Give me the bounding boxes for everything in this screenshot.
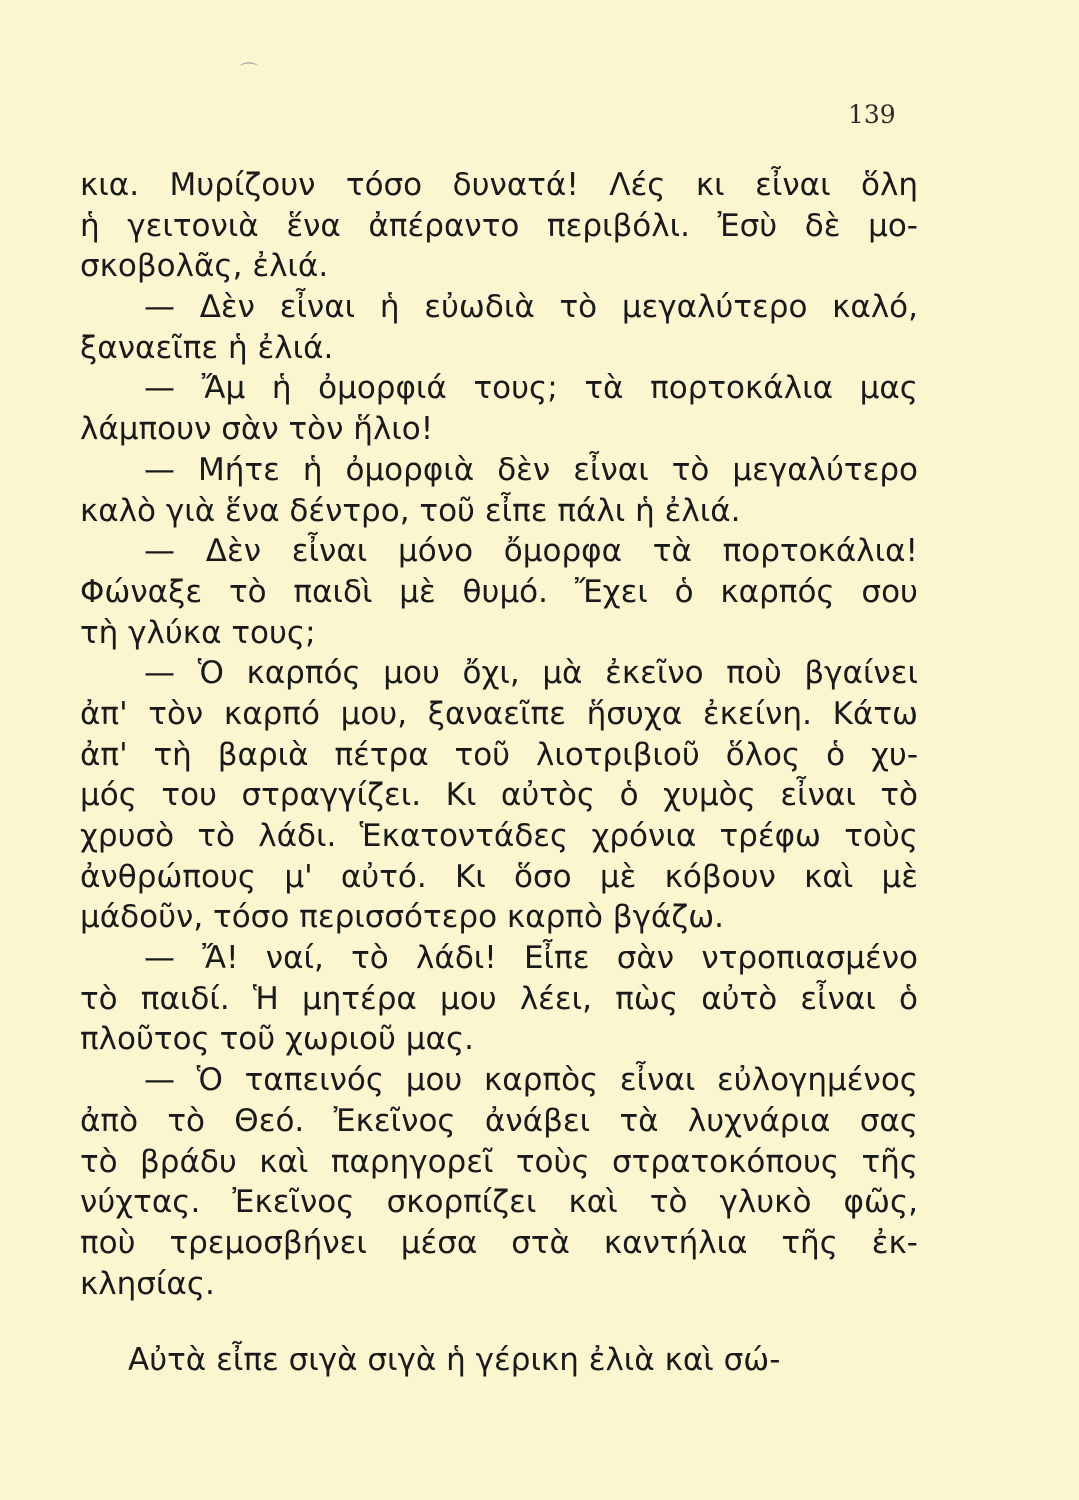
- final-paragraph: [80, 1340, 918, 1381]
- text-line: τὴ γλύκα τους;: [80, 614, 316, 651]
- body-text: [80, 165, 918, 1304]
- text-line: χρυσὸ τὸ λάδι. Ἑκατοντάδες χρόνια τρέφω τοὺς: [80, 818, 918, 854]
- text-line: ἀπ' τὴ βαριὰ πέτρα τοῦ λιοτριβιοῦ ὅλος ὁ χυ-: [80, 736, 918, 773]
- text-line: κλησίας.: [80, 1265, 215, 1302]
- text-line: — Ὁ ταπεινός μου καρπὸς εἶναι εὐλογημένος: [144, 1062, 918, 1099]
- text-line: τὸ βράδυ καὶ παρηγορεῖ τοὺς στρατοκόπους τῆς: [80, 1143, 918, 1180]
- text-line: σκοβολᾶς, ἐλιά.: [80, 248, 329, 285]
- text-line: πλοῦτος τοῦ χωριοῦ μας.: [80, 1021, 475, 1058]
- text-line: — Ἄμ ἡ ὀμορφιά τους; τὰ πορτοκάλια μας: [144, 370, 918, 407]
- text-line: νύχτας. Ἐκεῖνος σκορπίζει καὶ τὸ γλυκὸ φῶς,: [80, 1184, 918, 1221]
- text-line: μός του στραγγίζει. Κι αὐτὸς ὁ χυμὸς εἶναι τὸ: [80, 777, 918, 814]
- text-line: Αὐτὰ εἶπε σιγὰ σιγὰ ἡ γέρικη ἐλιὰ καὶ σώ-: [128, 1342, 781, 1378]
- text-line: ξαναεῖπε ἡ ἐλιά.: [80, 329, 334, 366]
- text-line: — Ἄ! ναί, τὸ λάδι! Εἶπε σὰν ντροπιασμένο: [144, 940, 918, 977]
- text-line: — Δὲν εἶναι ἡ εὐωδιὰ τὸ μεγαλύτερο καλό,: [144, 289, 918, 326]
- text-line: Φώναξε τὸ παιδὶ μὲ θυμό. Ἔχει ὁ καρπός σου: [80, 573, 918, 610]
- text-line: μάδοῦν, τόσο περισσότερο καρπὸ βγάζω.: [80, 899, 725, 936]
- text-line: κια. Μυρίζουν τόσο δυνατά! Λές κι εἶναι ὅλη: [80, 167, 918, 203]
- text-line: τὸ παιδί. Ἡ μητέρα μου λέει, πὼς αὐτὸ εἶναι ὁ: [80, 980, 918, 1017]
- text-line: ἀνθρώπους μ' αὐτό. Κι ὅσο μὲ κόβουν καὶ μὲ: [80, 858, 918, 895]
- page-number: 139: [848, 100, 896, 129]
- text-line: — Ὁ καρπός μου ὄχι, μὰ ἐκεῖνο ποὺ βγαίνει: [144, 655, 918, 692]
- text-line: ἀπ' τὸν καρπό μου, ξαναεῖπε ἥσυχα ἐκείνη. Κάτω: [80, 695, 918, 732]
- text-line: καλὸ γιὰ ἕνα δέντρο, τοῦ εἶπε πάλι ἡ ἐλιά.: [80, 492, 741, 529]
- text-line: ἡ γειτονιὰ ἕνα ἀπέραντο περιβόλι. Ἐσὺ δὲ μο-: [80, 207, 918, 244]
- text-line: ἀπὸ τὸ Θεό. Ἐκεῖνος ἀνάβει τὰ λυχνάρια σας: [80, 1102, 918, 1139]
- ink-mark: ⌒: [240, 62, 258, 83]
- text-line: ποὺ τρεμοσβήνει μέσα στὰ καντήλια τῆς ἐκ-: [80, 1224, 918, 1261]
- text-line: λάμπουν σὰν τὸν ἥλιο!: [80, 411, 434, 448]
- text-line: — Δὲν εἶναι μόνο ὄμορφα τὰ πορτοκάλια!: [144, 533, 918, 570]
- text-line: — Μήτε ἡ ὀμορφιὰ δὲν εἶναι τὸ μεγαλύτερο: [144, 451, 918, 488]
